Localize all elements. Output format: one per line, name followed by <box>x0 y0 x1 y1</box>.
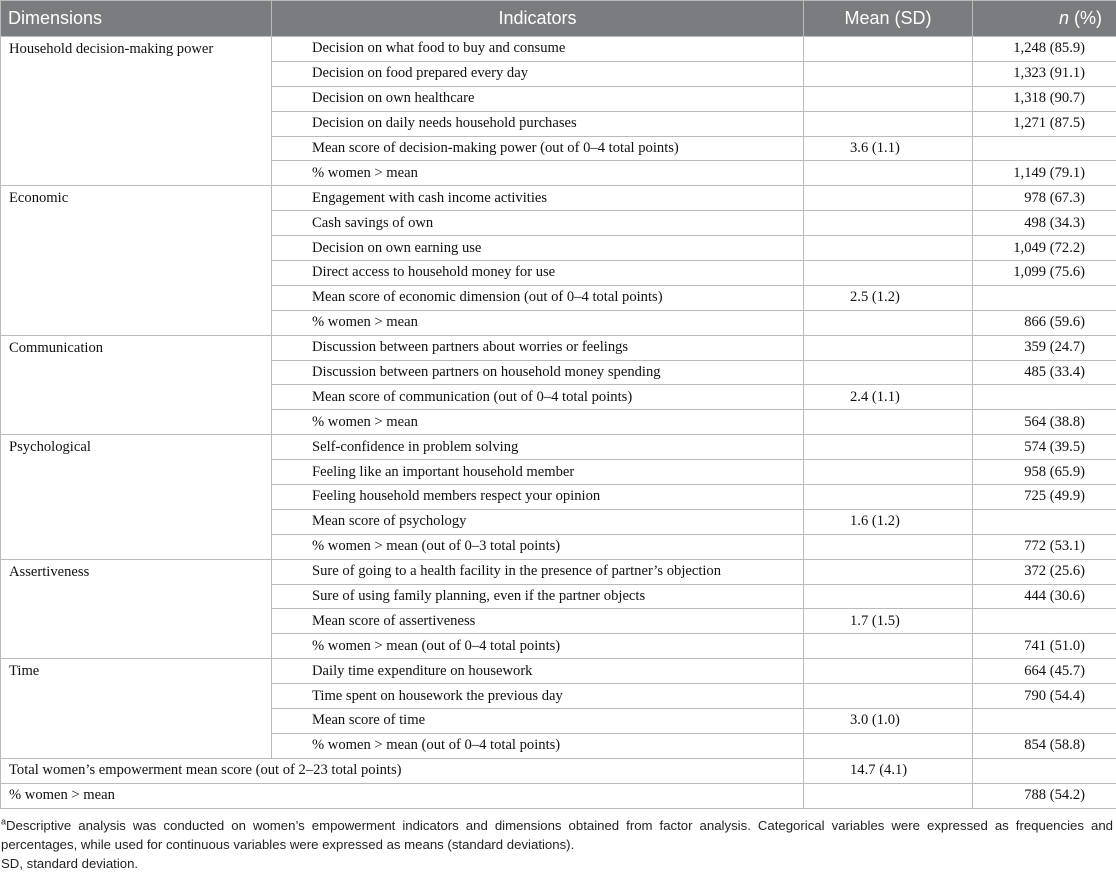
n-percent-cell <box>973 385 1116 410</box>
n-percent-cell: 790 (54.4) <box>973 684 1116 709</box>
n-percent-cell <box>973 285 1116 310</box>
indicator-cell: Sure of going to a health facility in the presence of partner’s objection <box>272 559 804 584</box>
n-percent-cell: 866 (59.6) <box>973 310 1116 335</box>
indicator-cell: Mean score of decision-making power (out of 0–4 total points) <box>272 136 804 161</box>
mean-sd-cell <box>804 733 973 758</box>
indicator-cell: Mean score of psychology <box>272 509 804 534</box>
mean-sd-cell: 1.6 (1.2) <box>804 509 973 534</box>
indicator-cell: Decision on own healthcare <box>272 86 804 111</box>
indicator-cell: % women > mean (out of 0–4 total points) <box>272 733 804 758</box>
total-row <box>1 783 1116 808</box>
n-percent-cell: 1,323 (91.1) <box>973 61 1116 86</box>
total-row <box>1 758 1116 783</box>
n-percent-cell: 978 (67.3) <box>973 186 1116 211</box>
n-percent-cell: 1,149 (79.1) <box>973 161 1116 186</box>
indicator-cell: Decision on food prepared every day <box>272 61 804 86</box>
mean-sd-cell: 2.5 (1.2) <box>804 285 973 310</box>
mean-sd-cell <box>804 236 973 261</box>
header-row <box>1 1 1116 37</box>
n-percent-cell: 498 (34.3) <box>973 211 1116 236</box>
n-percent-cell: 725 (49.9) <box>973 485 1116 510</box>
table-row <box>1 559 1116 584</box>
dimension-cell: Assertiveness <box>1 559 272 659</box>
n-percent-cell <box>973 509 1116 534</box>
mean-sd-cell <box>804 211 973 236</box>
mean-sd-cell <box>804 61 973 86</box>
total-label-cell: Total women’s empowerment mean score (out of 2–23 total points) <box>1 758 804 783</box>
n-percent-cell: 1,271 (87.5) <box>973 111 1116 136</box>
table-row <box>1 659 1116 684</box>
mean-sd-cell: 1.7 (1.5) <box>804 609 973 634</box>
footnote-marker: a <box>1 816 7 827</box>
table-row <box>1 186 1116 211</box>
indicator-cell: Discussion between partners about worries or feelings <box>272 335 804 360</box>
indicator-cell: Time spent on housework the previous day <box>272 684 804 709</box>
n-percent-cell: 359 (24.7) <box>973 335 1116 360</box>
indicator-cell: Feeling household members respect your opinion <box>272 485 804 510</box>
mean-sd-cell <box>804 86 973 111</box>
mean-sd-cell <box>804 261 973 286</box>
mean-sd-cell <box>804 460 973 485</box>
mean-sd-cell <box>804 485 973 510</box>
n-percent-cell <box>973 136 1116 161</box>
mean-sd-cell <box>804 360 973 385</box>
mean-sd-cell <box>804 559 973 584</box>
n-percent-cell: 1,318 (90.7) <box>973 86 1116 111</box>
dimension-cell: Time <box>1 659 272 759</box>
indicator-cell: Mean score of time <box>272 709 804 734</box>
footnote-abbreviation: SD, standard deviation. <box>1 855 139 871</box>
mean-sd-cell: 3.6 (1.1) <box>804 136 973 161</box>
table-row <box>1 335 1116 360</box>
total-n-percent-cell <box>973 758 1116 783</box>
mean-sd-cell <box>804 659 973 684</box>
n-percent-cell <box>973 709 1116 734</box>
n-percent-cell: 1,049 (72.2) <box>973 236 1116 261</box>
n-percent-cell: 854 (58.8) <box>973 733 1116 758</box>
n-percent-cell: 958 (65.9) <box>973 460 1116 485</box>
n-percent-cell: 664 (45.7) <box>973 659 1116 684</box>
indicator-cell: % women > mean <box>272 310 804 335</box>
mean-sd-cell <box>804 410 973 435</box>
header-n-percent <box>973 1 1116 37</box>
n-percent-cell <box>973 609 1116 634</box>
indicator-cell: Mean score of economic dimension (out of 0–4 total points) <box>272 285 804 310</box>
header-mean-sd: Mean (SD) <box>804 1 973 37</box>
header-indicators: Indicators <box>272 1 804 37</box>
header-dimensions: Dimensions <box>1 1 272 37</box>
dimension-cell: Economic <box>1 186 272 335</box>
indicator-cell: Sure of using family planning, even if the partner objects <box>272 584 804 609</box>
n-percent-cell: 485 (33.4) <box>973 360 1116 385</box>
mean-sd-cell <box>804 684 973 709</box>
dimension-cell: Household decision-making power <box>1 37 272 186</box>
table-footnote <box>0 816 1113 873</box>
table-body <box>1 37 1116 809</box>
indicator-cell: Engagement with cash income activities <box>272 186 804 211</box>
n-percent-cell: 1,248 (85.9) <box>973 37 1116 62</box>
indicator-cell: Mean score of assertiveness <box>272 609 804 634</box>
mean-sd-cell <box>804 634 973 659</box>
total-mean-sd-cell <box>804 783 973 808</box>
indicator-cell: % women > mean <box>272 410 804 435</box>
n-percent-cell: 1,099 (75.6) <box>973 261 1116 286</box>
indicator-cell: Mean score of communication (out of 0–4 total points) <box>272 385 804 410</box>
indicator-cell: Decision on own earning use <box>272 236 804 261</box>
table-row <box>1 37 1116 62</box>
n-percent-cell: 372 (25.6) <box>973 559 1116 584</box>
indicator-cell: % women > mean (out of 0–3 total points) <box>272 534 804 559</box>
mean-sd-cell <box>804 534 973 559</box>
indicator-cell: % women > mean <box>272 161 804 186</box>
indicator-cell: Feeling like an important household member <box>272 460 804 485</box>
footnote-body: Descriptive analysis was conducted on women’s empowerment indicators and dimensions obtained from factor analysis. Categorical variables were expressed as frequencies and percentages, while used for continuous variables were expressed as means (standard deviations). <box>1 817 1113 852</box>
indicator-cell: Decision on daily needs household purchases <box>272 111 804 136</box>
mean-sd-cell <box>804 37 973 62</box>
mean-sd-cell: 3.0 (1.0) <box>804 709 973 734</box>
n-percent-cell: 741 (51.0) <box>973 634 1116 659</box>
indicator-cell: % women > mean (out of 0–4 total points) <box>272 634 804 659</box>
dimension-cell: Psychological <box>1 435 272 559</box>
indicator-cell: Decision on what food to buy and consume <box>272 37 804 62</box>
mean-sd-cell <box>804 435 973 460</box>
total-label-cell: % women > mean <box>1 783 804 808</box>
table-row <box>1 435 1116 460</box>
indicator-cell: Direct access to household money for use <box>272 261 804 286</box>
n-percent-cell: 564 (38.8) <box>973 410 1116 435</box>
header-n-italic: n <box>1058 8 1069 28</box>
n-percent-cell: 574 (39.5) <box>973 435 1116 460</box>
mean-sd-cell <box>804 111 973 136</box>
mean-sd-cell <box>804 161 973 186</box>
n-percent-cell: 444 (30.6) <box>973 584 1116 609</box>
n-percent-cell: 772 (53.1) <box>973 534 1116 559</box>
mean-sd-cell: 2.4 (1.1) <box>804 385 973 410</box>
mean-sd-cell <box>804 186 973 211</box>
indicator-cell: Daily time expenditure on housework <box>272 659 804 684</box>
header-n-rest: (%) <box>1069 8 1102 28</box>
indicator-cell: Self-confidence in problem solving <box>272 435 804 460</box>
dimension-cell: Communication <box>1 335 272 435</box>
total-mean-sd-cell: 14.7 (4.1) <box>804 758 973 783</box>
indicator-cell: Cash savings of own <box>272 211 804 236</box>
indicator-cell: Discussion between partners on household money spending <box>272 360 804 385</box>
footnote-text <box>1 816 1113 854</box>
total-n-percent-cell: 788 (54.2) <box>973 783 1116 808</box>
mean-sd-cell <box>804 335 973 360</box>
mean-sd-cell <box>804 584 973 609</box>
mean-sd-cell <box>804 310 973 335</box>
